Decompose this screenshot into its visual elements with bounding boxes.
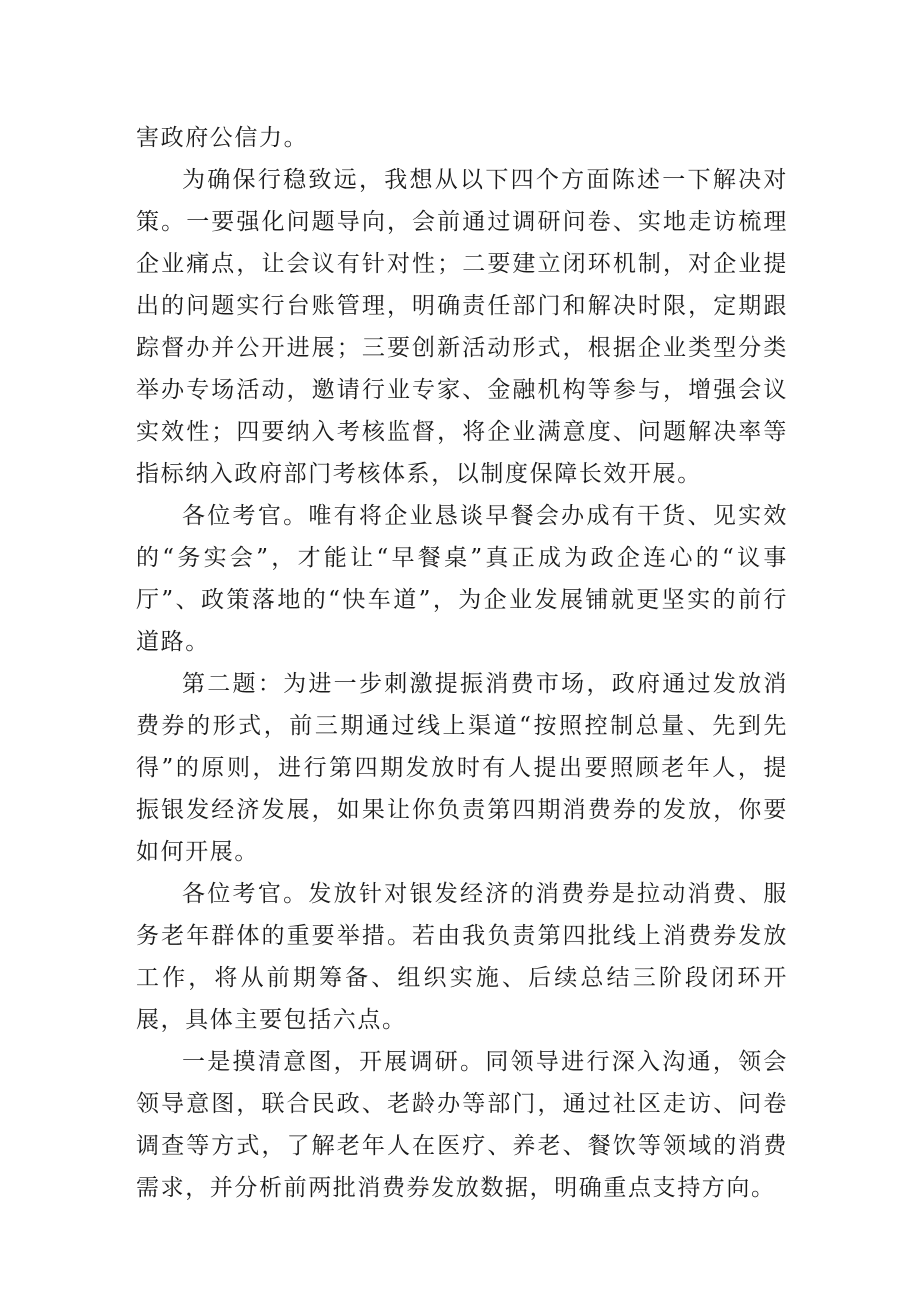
paragraph-countermeasures: 为确保行稳致远，我想从以下四个方面陈述一下解决对策。一要强化问题导向，会前通过调研问卷、实地走访梳理企业痛点，让会议有针对性；二要建立闭环机制，对企业提出的问题实行台账管理，明确责任部门和解决时限，定期跟踪督办并公开进展；三要创新活动形式，根据企业类型分类举办专场活动，邀请行业专家、金融机构等参与，增强会议实效性；四要纳入考核监督，将企业满意度、问题解决率等指标纳入政府部门考核体系，以制度保障长效开展。 <box>136 167 788 487</box>
paragraph-step-one: 一是摸清意图，开展调研。同领导进行深入沟通，领会领导意图，联合民政、老龄办等部门，通过社区走访、问卷调查等方式，了解老年人在医疗、养老、餐饮等领域的消费需求，并分析前两批消费券发放数据，明确重点支持方向。 <box>136 1049 788 1201</box>
document-body <box>136 117 788 1209</box>
paragraph-conclusion: 各位考官。唯有将企业恳谈早餐会办成有干货、见实效的“务实会”，才能让“早餐桌”真正成为政企连心的“议事厅”、政策落地的“快车道”，为企业发展铺就更坚实的前行道路。 <box>136 503 788 655</box>
paragraph-question-two: 第二题：为进一步刺激提振消费市场，政府通过发放消费券的形式，前三期通过线上渠道“按照控制总量、先到先得”的原则，进行第四期发放时有人提出要照顾老年人，提振银发经济发展，如果让你负责第四期消费券的发放，你要如何开展。 <box>136 671 788 865</box>
paragraph-continuation: 害政府公信力。 <box>136 125 309 151</box>
paragraph-answer-intro: 各位考官。发放针对银发经济的消费券是拉动消费、服务老年群体的重要举措。若由我负责第四批线上消费券发放工作，将从前期筹备、组织实施、后续总结三阶段闭环开展，具体主要包括六点。 <box>136 881 788 1033</box>
